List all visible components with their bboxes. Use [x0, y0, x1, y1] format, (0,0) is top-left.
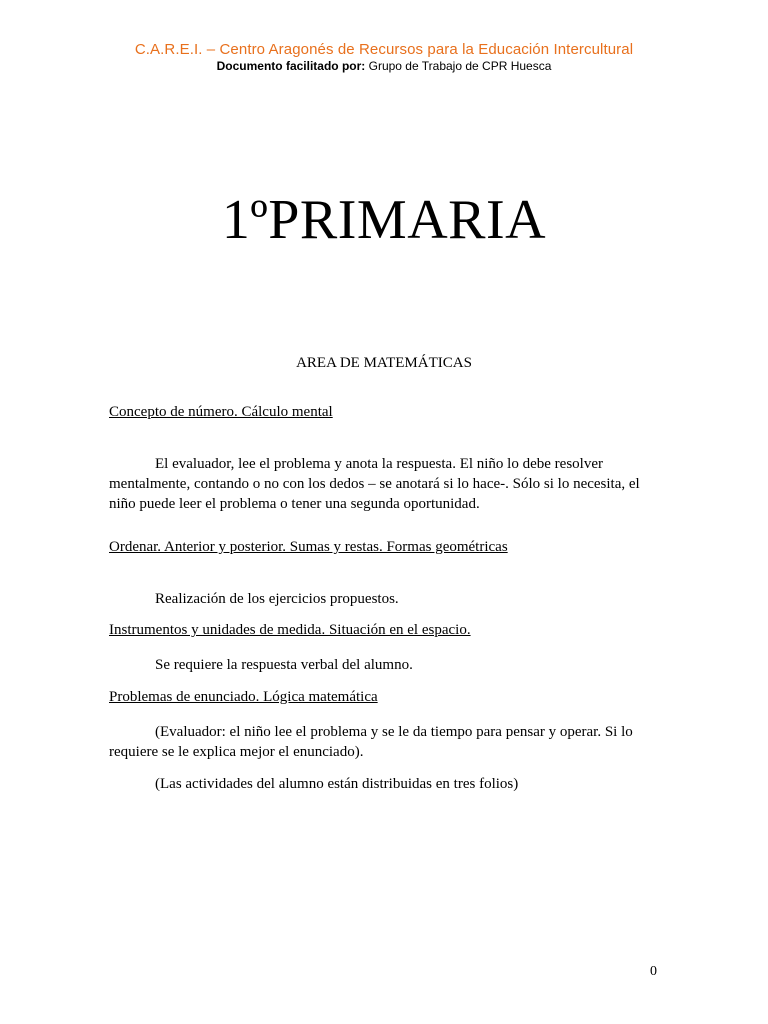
section-text-instrumentos: Se requiere la respuesta verbal del alumno.: [155, 657, 413, 673]
area-title: AREA DE MATEMÁTICAS: [296, 355, 472, 371]
section-text-ordenar: Realización de los ejercicios propuestos.: [155, 591, 399, 607]
document-header: [0, 41, 768, 73]
section-heading-problemas: Problemas de enunciado. Lógica matemática: [109, 689, 378, 705]
section-text-problemas-note: (Las actividades del alumno están distribuidas en tres folios): [155, 776, 519, 792]
facilitated-by-line: [0, 59, 768, 73]
section-text-concepto: El evaluador, lee el problema y anota la respuesta. El niño lo debe resolver mentalmente, contando o no con los dedos – se anotará si lo hace-. Sólo si lo necesita, el niño puede leer el problema o tener una segunda oportunidad.: [109, 456, 640, 512]
page-number: 0: [650, 964, 657, 979]
facilitated-label: Documento facilitado por:: [216, 59, 366, 73]
page-title: 1ºPRIMARIA: [221, 189, 547, 251]
section-heading-concepto: Concepto de número. Cálculo mental: [109, 404, 333, 420]
section-heading-ordenar: Ordenar. Anterior y posterior. Sumas y restas. Formas geométricas: [109, 539, 508, 555]
section-heading-instrumentos: Instrumentos y unidades de medida. Situación en el espacio.: [109, 622, 471, 638]
organization-line: C.A.R.E.I. – Centro Aragonés de Recursos para la Educación Intercultural: [134, 41, 634, 58]
section-text-problemas: (Evaluador: el niño lee el problema y se le da tiempo para pensar y operar. Si lo requiere se le explica mejor el enunciado).: [109, 724, 633, 760]
facilitated-value: Grupo de Trabajo de CPR Huesca: [365, 59, 552, 73]
